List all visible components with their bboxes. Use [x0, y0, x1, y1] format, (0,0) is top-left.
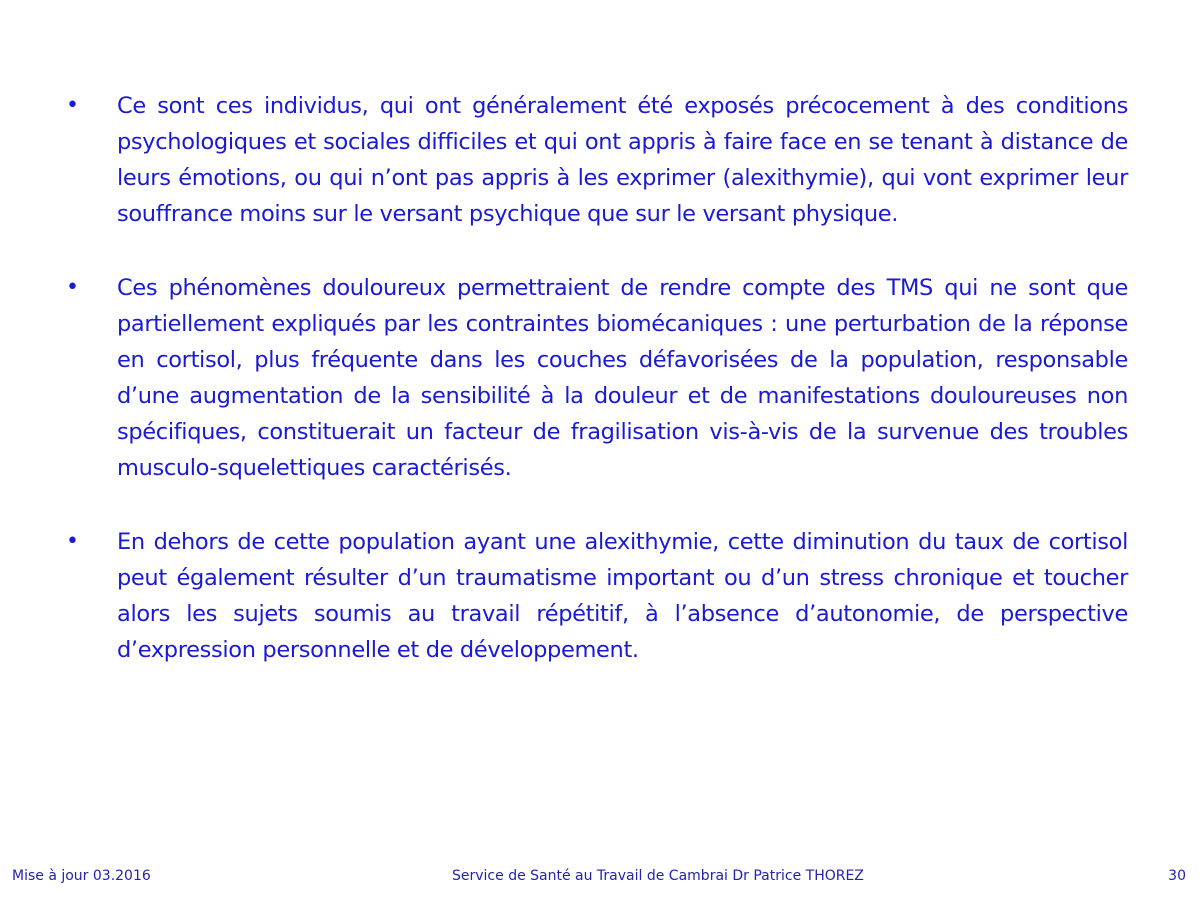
bullet-dot-icon: •	[66, 529, 79, 554]
bullet-item	[66, 524, 1128, 668]
bullet-item	[66, 270, 1128, 486]
bullet-item	[66, 88, 1128, 232]
footer-service: Service de Santé au Travail de Cambrai Dr Patrice THOREZ	[452, 868, 864, 884]
footer-date: Mise à jour 03.2016	[12, 868, 151, 884]
bullet-text: Ces phénomènes douloureux permettraient de rendre compte des TMS qui ne sont que partiellement expliqués par les contraintes biomécaniques : une perturbation de la réponse en cortisol, plus fréquente dans les couches défavorisées de la population, responsable d’une augmentation de la sensibilité à la douleur et de manifestations douloureuses non spécifiques, constituerait un facteur de fragilisation vis-à-vis de la survenue des troubles musculo-squelettiques caractérisés.	[117, 275, 1128, 481]
bullet-text: En dehors de cette population ayant une alexithymie, cette diminution du taux de cortisol peut également résulter d’un traumatisme important ou d’un stress chronique et toucher alors les sujets soumis au travail répétitif, à l’absence d’autonomie, de perspective d’expression personnelle et de développement.	[117, 529, 1128, 663]
bullet-dot-icon: •	[66, 93, 79, 118]
bullet-list	[66, 88, 1128, 706]
bullet-text: Ce sont ces individus, qui ont généralement été exposés précocement à des conditions psychologiques et sociales difficiles et qui ont appris à faire face en se tenant à distance de leurs émotions, ou qui n’ont pas appris à les exprimer (alexithymie), qui vont exprimer leur souffrance moins sur le versant psychique que sur le versant physique.	[117, 93, 1128, 227]
bullet-dot-icon: •	[66, 275, 79, 300]
page-number: 30	[1168, 868, 1186, 884]
